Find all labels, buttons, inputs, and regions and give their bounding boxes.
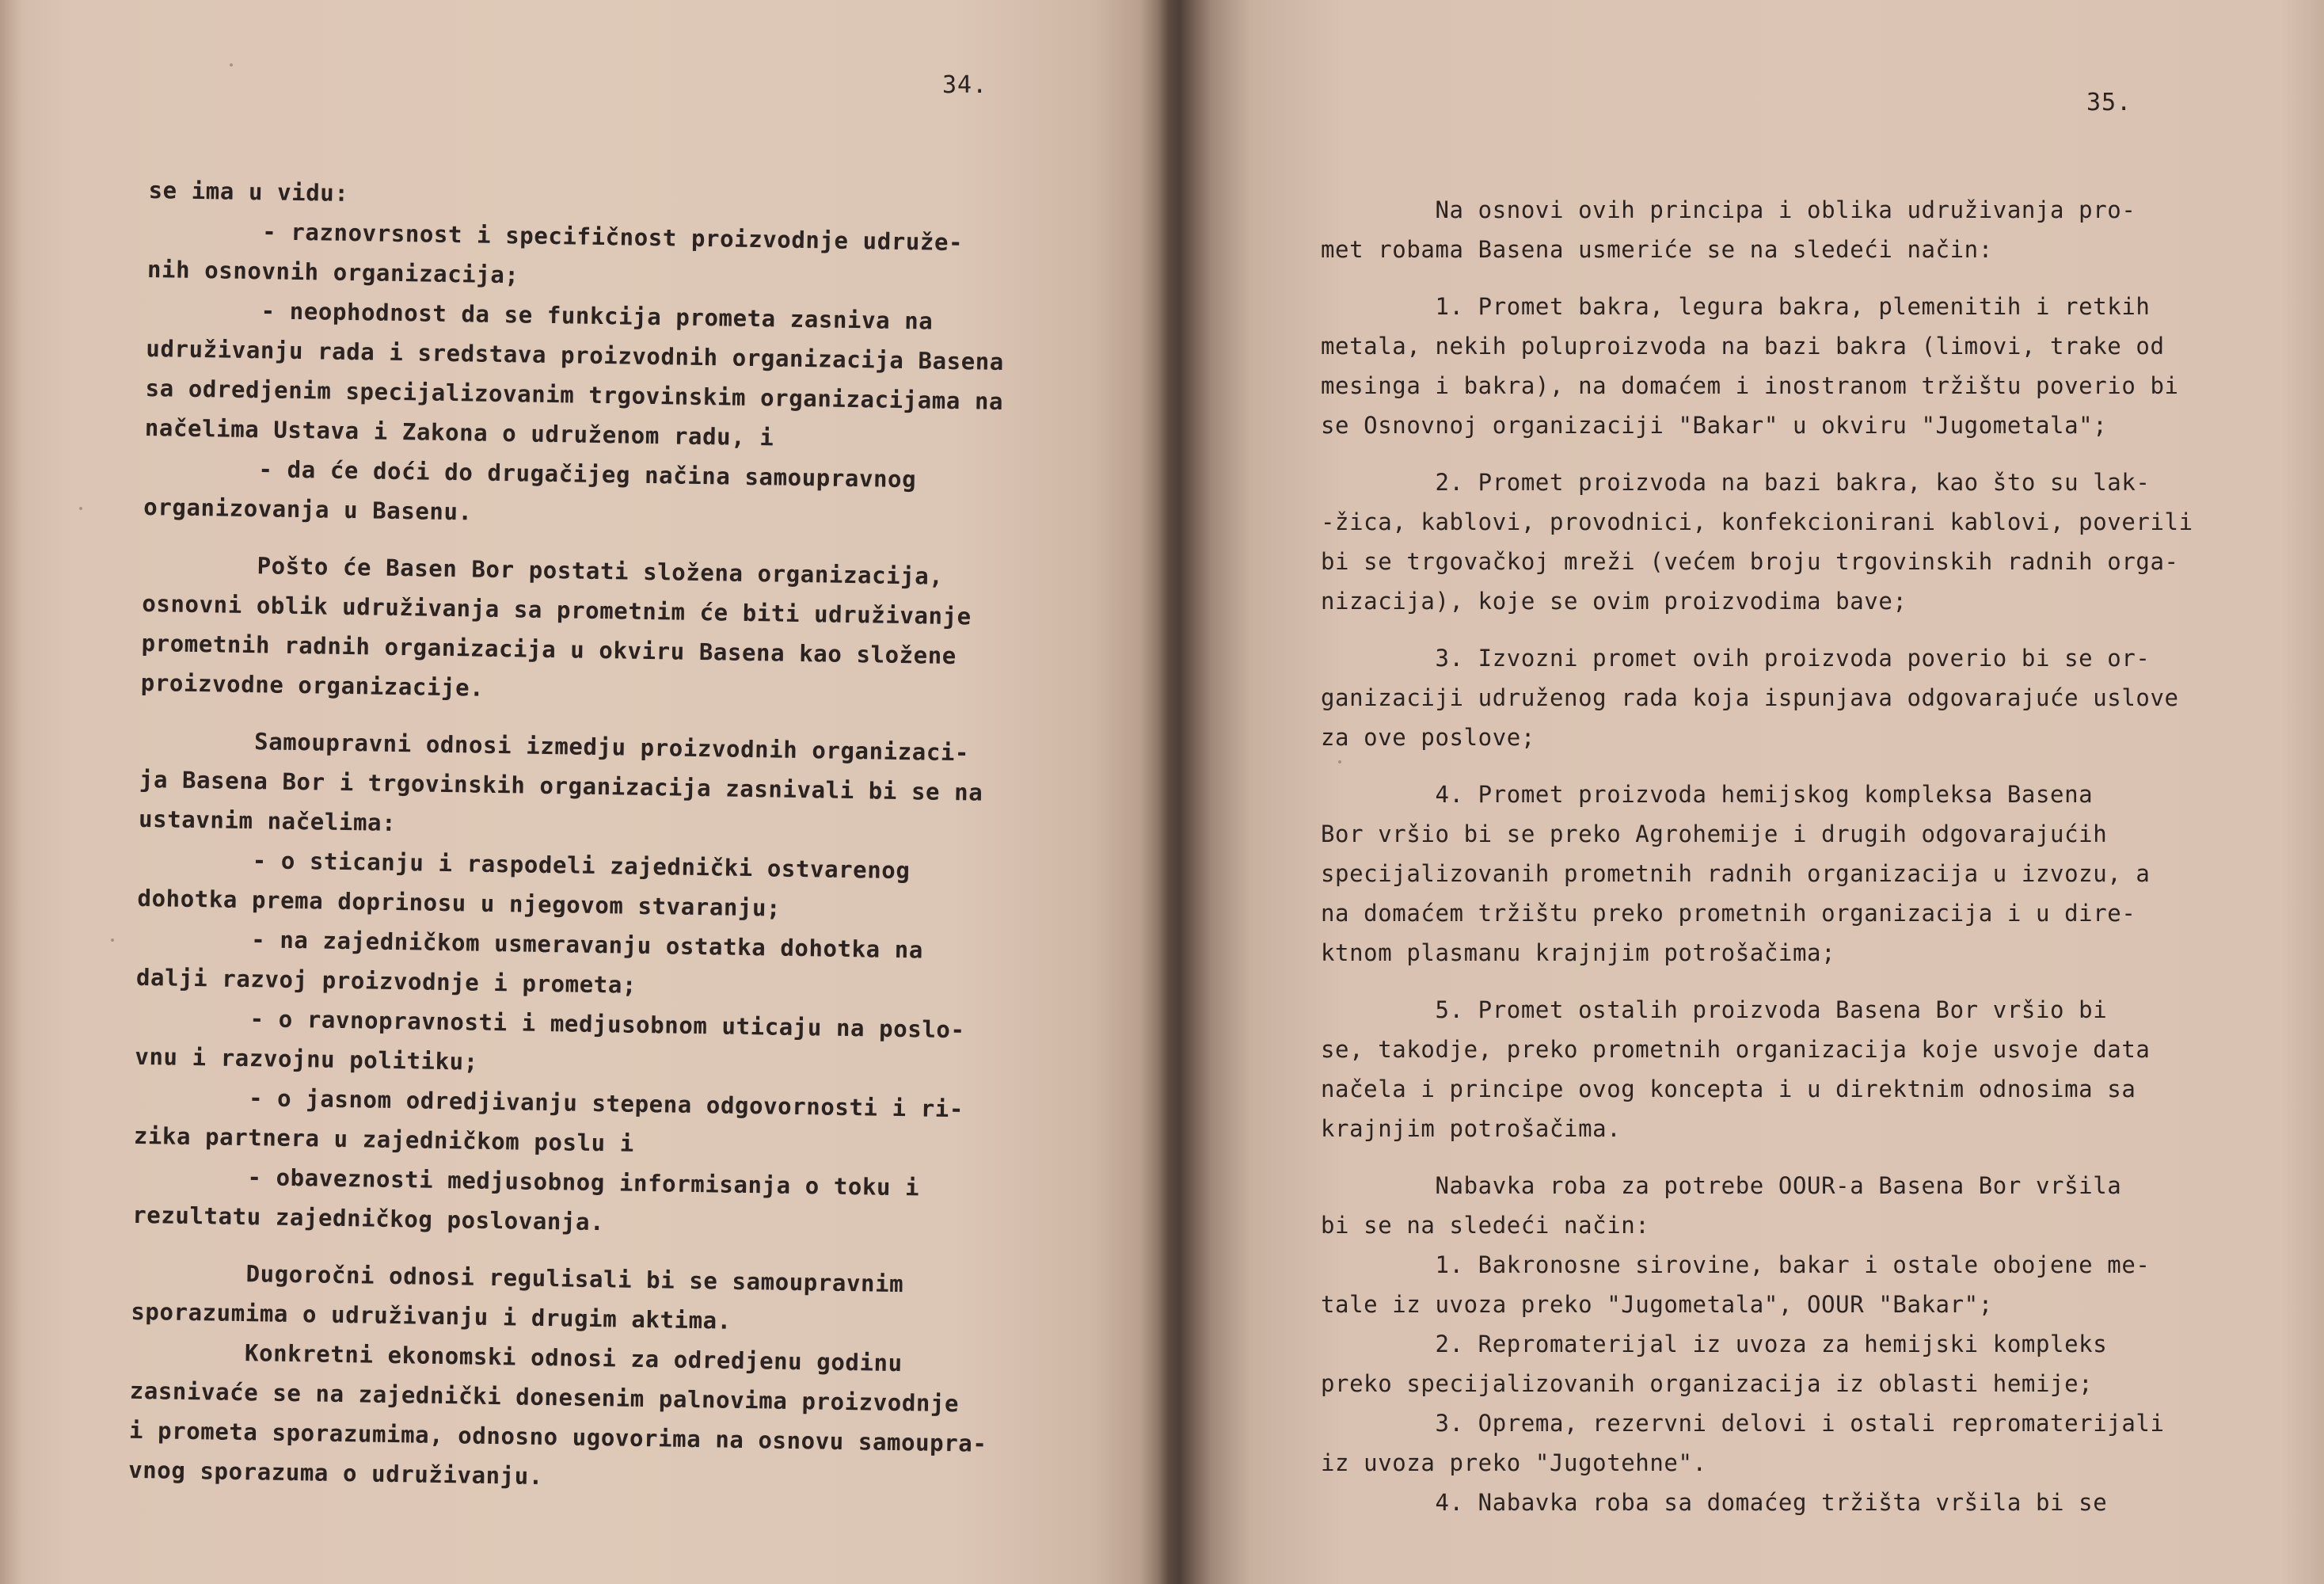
text-line: zasnivaće se na zajednički donesenim palnovima proizvodnje	[129, 1376, 960, 1418]
text-line: 4. Promet proizvoda hemijskog kompleksa Basena	[1321, 781, 2094, 808]
text-line: Konkretni ekonomski odnosi za odredjenu godinu	[130, 1337, 903, 1377]
text-line: - da će doći do drugačijeg načina samoupravnog	[143, 453, 917, 493]
paper-speck	[230, 63, 233, 67]
text-line: sa odredjenim specijalizovanim trgovinskim organizacijama na	[145, 374, 1004, 415]
text-line: rezultatu zajedničkog poslovanja.	[132, 1201, 605, 1236]
text-line: sporazumima o udruživanju i drugim aktima.	[131, 1297, 732, 1335]
paper-speck	[111, 939, 114, 942]
paragraph-gap	[1321, 445, 2193, 463]
text-line: 1. Bakronosne sirovine, bakar i ostale obojene me-	[1321, 1251, 2151, 1278]
text-line: - na zajedničkom usmeravanju ostatka dohotka na	[136, 923, 924, 964]
paper-speck	[79, 507, 82, 510]
text-line: se Osnovnoj organizaciji "Bakar" u okviru "Jugometala";	[1321, 412, 2108, 439]
text-line: Nabavka roba za potrebe OOUR-a Basena Bor vršila	[1321, 1172, 2122, 1199]
page-text	[1321, 190, 2193, 1522]
text-line: specijalizovanih prometnih radnih organizacija u izvozu, a	[1321, 860, 2151, 887]
text-line: Bor vršio bi se preko Agrohemije i drugih odgovarajućih	[1321, 821, 2108, 847]
text-line: vnu i razvojnu politiku;	[135, 1042, 479, 1076]
text-line: 5. Promet ostalih proizvoda Basena Bor vršio bi	[1321, 996, 2108, 1023]
text-line: dalji razvoj proizvodnje i prometa;	[135, 963, 637, 999]
text-line: - o sticanju i raspodeli zajednički ostvarenog	[138, 844, 911, 885]
text-line: vnog sporazuma o udruživanju.	[127, 1456, 544, 1491]
text-line: 3. Izvozni promet ovih proizvoda poverio bi se or-	[1321, 645, 2151, 672]
text-line: Pošto će Basen Bor postati složena organizacija,	[142, 550, 944, 590]
text-line: organizovanja u Basenu.	[143, 493, 473, 526]
text-line: osnovni oblik udruživanja sa prometnim će biti udruživanje	[142, 589, 972, 630]
text-line: - obaveznosti medjusobnog informisanja o toku i	[132, 1161, 920, 1201]
text-line: i prometa sporazumima, odnosno ugovorima na osnovu samoupra-	[128, 1416, 987, 1457]
paper-speck	[1338, 760, 1341, 763]
paragraph-gap	[1321, 757, 2193, 775]
text-line: -žica, kablovi, provodnici, konfekcionirani kablovi, poverili	[1321, 508, 2193, 535]
text-line: nizacija), koje se ovim proizvodima bave;	[1321, 588, 1908, 615]
text-line: 3. Oprema, rezervni delovi i ostali repromaterijali	[1321, 1410, 2165, 1437]
text-line: iz uvoza preko "Jugotehne".	[1321, 1449, 1707, 1476]
text-line: 2. Promet proizvoda na bazi bakra, kao što su lak-	[1321, 469, 2151, 496]
text-line: - neophodnost da se funkcija prometa zasniva na	[146, 295, 934, 335]
text-line: 2. Repromaterijal iz uvoza za hemijski kompleks	[1321, 1331, 2108, 1357]
page-number: 34.	[942, 71, 988, 99]
text-line: se ima u vidu:	[148, 176, 349, 207]
text-line: mesinga i bakra), na domaćem i inostranom tržištu poverio bi	[1321, 372, 2179, 399]
text-line: 4. Nabavka roba sa domaćeg tržišta vršila bi se	[1321, 1489, 2108, 1516]
text-line: bi se na sledeći način:	[1321, 1212, 1650, 1239]
paragraph-gap	[1321, 269, 2193, 287]
text-line: preko specijalizovanih organizacija iz oblasti hemije;	[1321, 1370, 2094, 1397]
text-line: met robama Basena usmeriće se na sledeći način:	[1321, 236, 1993, 263]
text-line: krajnjim potrošačima.	[1321, 1115, 1622, 1142]
text-line: tale iz uvoza preko "Jugometala", OOUR "Bakar";	[1321, 1291, 1993, 1318]
text-line: - o ravnopravnosti i medjusobnom uticaju na poslo-	[135, 1003, 965, 1044]
text-line: se, takodje, preko prometnih organizacija koje usvoje data	[1321, 1036, 2151, 1063]
page-text	[128, 170, 1007, 1503]
text-line: metala, nekih poluproizvoda na bazi bakra (limovi, trake od	[1321, 333, 2165, 360]
text-line: proizvodne organizacije.	[140, 668, 485, 702]
text-line: za ove poslove;	[1321, 724, 1535, 751]
page-number: 35.	[2086, 89, 2132, 116]
paragraph-gap	[1321, 1148, 2193, 1166]
text-line: prometnih radnih organizacija u okviru Basena kao složene	[141, 629, 957, 670]
text-line: Samoupravni odnosi izmedju proizvodnih organizaci-	[139, 725, 970, 767]
text-line: udruživanju rada i sredstava proizvodnih organizacija Basena	[146, 334, 1005, 375]
text-line: nih osnovnih organizacija;	[146, 255, 519, 289]
text-line: zika partnera u zajedničkom poslu i	[133, 1121, 635, 1157]
text-line: bi se trgovačkoj mreži (većem broju trgovinskih radnih orga-	[1321, 548, 2179, 575]
text-line: načela i principe ovog koncepta i u direktnim odnosima sa	[1321, 1076, 2136, 1102]
text-line: dohotka prema doprinosu u njegovom stvaranju;	[137, 884, 782, 922]
paragraph-gap	[1321, 621, 2193, 638]
text-line: načelima Ustava i Zakona o udruženom radu, i	[144, 413, 774, 451]
text-line: - o jasnom odredjivanju stepena odgovornosti i ri-	[134, 1082, 964, 1123]
left-page	[0, 0, 1156, 1584]
right-page	[1180, 0, 2324, 1584]
text-line: ustavnim načelima:	[138, 805, 397, 837]
text-line: 1. Promet bakra, legura bakra, plemenitih i retkih	[1321, 293, 2151, 320]
text-line: na domaćem tržištu preko prometnih organizacija i u dire-	[1321, 900, 2136, 927]
text-line: ja Basena Bor i trgovinskih organizacija zasnivali bi se na	[139, 765, 983, 806]
text-line: - raznovrsnost i specifičnost proizvodnje udruže-	[147, 215, 964, 257]
paragraph-gap	[1321, 973, 2193, 990]
text-line: ktnom plasmanu krajnjim potrošačima;	[1321, 939, 1836, 966]
text-line: ganizaciji udruženog rada koja ispunjava odgovarajuće uslove	[1321, 684, 2179, 711]
text-line: Dugoročni odnosi regulisali bi se samoupravnim	[131, 1258, 904, 1298]
text-line: Na osnovi ovih principa i oblika udruživanja pro-	[1321, 196, 2136, 223]
